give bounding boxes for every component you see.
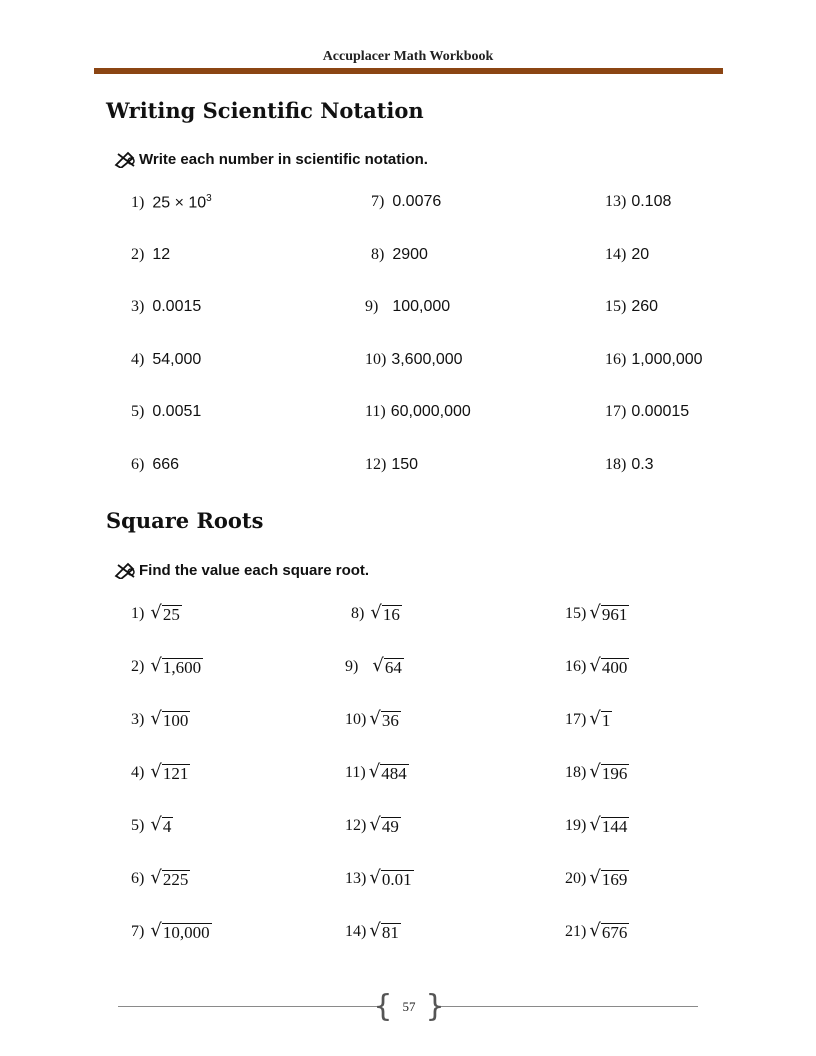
root-item: 7) √ 10,000 <box>131 920 210 942</box>
radical-icon: √ <box>368 761 381 782</box>
root-item: 1) √ 25 <box>131 602 180 624</box>
sci-item: 4) 54,000 <box>131 351 202 368</box>
sci-item: 2) 12 <box>131 246 171 263</box>
root-item: 4) √ 121 <box>131 761 189 783</box>
sci-item: 14) 20 <box>605 246 650 263</box>
root-item: 21) √ 676 <box>565 920 628 942</box>
radical-icon: √ <box>150 761 162 782</box>
radical-icon: √ <box>369 708 381 729</box>
header-rule <box>94 68 723 74</box>
root-item: 3) √ 100 <box>131 708 189 730</box>
radical-icon: √ <box>589 920 601 941</box>
radical-icon: √ <box>150 814 162 835</box>
root-item: 13) √ 0.01 <box>345 867 412 889</box>
instruction-square-roots <box>114 561 369 579</box>
radical-icon: √ <box>369 920 381 941</box>
sci-item: 13) 0.108 <box>605 193 672 210</box>
radical-icon: √ <box>370 602 382 623</box>
sci-item: 6) 666 <box>131 456 180 473</box>
radical-icon: √ <box>589 761 601 782</box>
sci-item: 9) 100,000 <box>365 298 451 315</box>
root-item: 2) √ 1,600 <box>131 655 202 677</box>
sci-item: 3) 0.0015 <box>131 298 202 315</box>
root-item: 5) √ 4 <box>131 814 172 836</box>
sci-item: 18) 0.3 <box>605 456 654 473</box>
root-item: 10) √ 36 <box>345 708 399 730</box>
pencil-icon <box>114 561 138 579</box>
root-item: 19) √ 144 <box>565 814 628 836</box>
radical-icon: √ <box>589 602 601 623</box>
sci-item: 1) $25 \times 10^3$ <box>131 193 212 212</box>
section-title-square-roots: Square Roots <box>106 508 264 533</box>
radical-icon: √ <box>372 655 384 676</box>
instruction-text: Write each number in scientific notation. <box>139 150 428 168</box>
page-header: Accuplacer Math Workbook <box>322 49 494 64</box>
page-number: 57 <box>402 999 416 1014</box>
left-brace-icon: { <box>373 989 393 1024</box>
root-item: 11) √ 484 <box>345 761 407 783</box>
footer-rule-right <box>438 1006 698 1007</box>
root-item: 18) √ 196 <box>565 761 628 783</box>
sci-item: 10) 3,600,000 <box>365 351 463 368</box>
radical-icon: √ <box>589 867 601 888</box>
sci-item: 7) 0.0076 <box>371 193 442 210</box>
sci-item: 8) 2900 <box>371 246 428 263</box>
radical-icon: √ <box>589 655 601 676</box>
radical-icon: √ <box>150 867 162 888</box>
root-item: 9) √ 64 <box>345 655 402 677</box>
radical-icon: √ <box>589 814 601 835</box>
sci-item: 5) 0.0051 <box>131 403 202 420</box>
root-item: 14) √ 81 <box>345 920 399 942</box>
sci-item: 16) 1,000,000 <box>605 351 703 368</box>
instruction-text: Find the value each square root. <box>139 561 370 579</box>
root-item: 12) √ 49 <box>345 814 399 836</box>
root-item: 15) √ 961 <box>565 602 628 624</box>
root-item: 6) √ 225 <box>131 867 189 889</box>
sci-item: 15) 260 <box>605 298 659 315</box>
footer-rule-left <box>118 1006 380 1007</box>
root-item: 8) √ 16 <box>351 602 400 624</box>
radical-icon: √ <box>150 708 162 729</box>
section-title-scientific-notation: Writing Scientific Notation <box>106 98 424 123</box>
radical-icon: √ <box>150 655 162 676</box>
sci-item: 17) 0.00015 <box>605 403 690 420</box>
radical-icon: √ <box>589 708 601 729</box>
instruction-scientific-notation <box>114 150 428 168</box>
root-item: 17) √ 1 <box>565 708 611 730</box>
root-item: 20) √ 169 <box>565 867 628 889</box>
radical-icon: √ <box>150 602 162 623</box>
sci-item: 12) 150 <box>365 456 419 473</box>
radical-icon: √ <box>369 867 381 888</box>
sci-item: 11) 60,000,000 <box>365 403 471 420</box>
radical-icon: √ <box>369 814 381 835</box>
page-number-box <box>373 989 445 1024</box>
root-item: 16) √ 400 <box>565 655 628 677</box>
pencil-icon <box>114 150 138 168</box>
radical-icon: √ <box>150 920 162 941</box>
right-brace-icon: } <box>425 989 445 1024</box>
exponent: 3 <box>206 193 212 204</box>
